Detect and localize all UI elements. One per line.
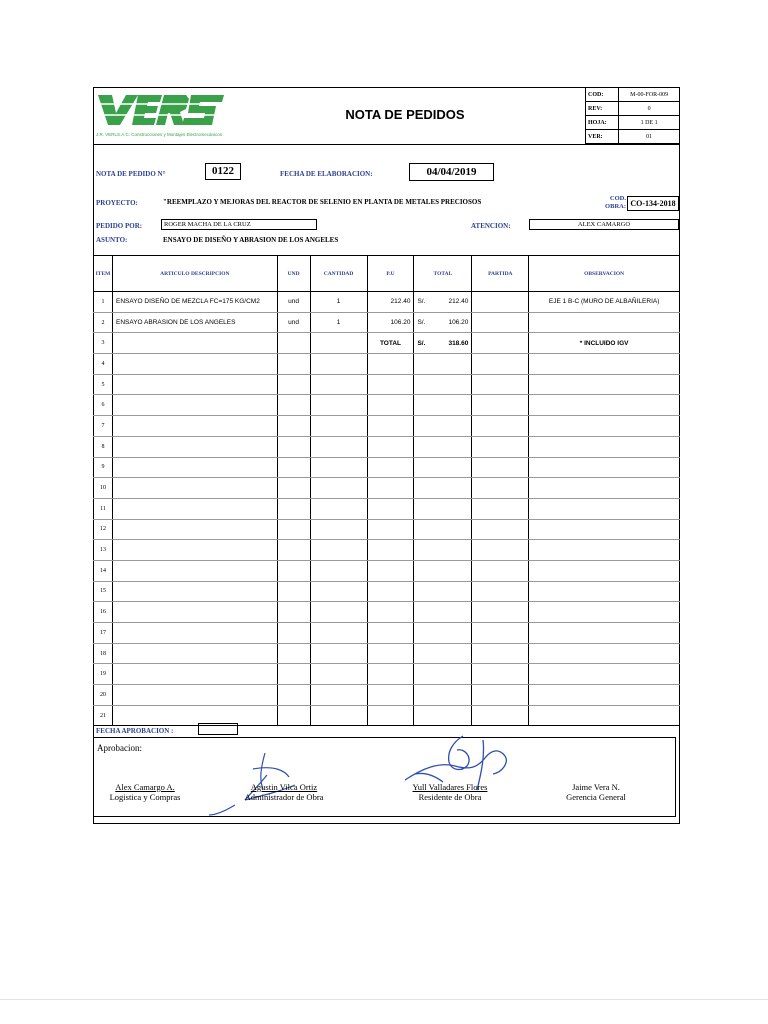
partida-cell [472,519,529,540]
total-cell [414,292,472,313]
cantidad-cell [310,478,367,499]
observacion-cell [529,540,680,561]
partida-cell [472,685,529,706]
observacion-cell [529,457,680,478]
cod-obra-label-line1: COD. [609,195,626,202]
cantidad-cell [310,436,367,457]
table-row [94,374,680,395]
page-bottom-edge [0,999,768,1000]
partida-cell [472,643,529,664]
table-row [94,705,680,726]
und-cell [277,519,310,540]
descripcion-cell [112,685,277,706]
pu-cell [367,354,414,375]
und-cell [277,685,310,706]
observacion-cell [529,395,680,416]
total-cell [414,664,472,685]
approval-box [93,737,676,817]
total-amount: 212.40 [448,298,469,306]
partida-cell [472,374,529,395]
fecha-aprobacion-label: FECHA APROBACION : [96,727,174,735]
observacion-cell [529,374,680,395]
und-cell [277,643,310,664]
partida-cell [472,705,529,726]
item-cell: 8 [94,436,113,457]
descripcion-cell [112,498,277,519]
signatory-block [402,782,498,802]
pedido-por-label: PEDIDO POR: [96,222,143,230]
nota-pedido-number: 0122 [205,163,241,180]
und-cell: und [277,312,310,333]
observacion-cell [529,312,680,333]
item-cell: 18 [94,643,113,664]
total-cell [414,312,472,333]
total-cell [414,478,472,499]
descripcion-cell [112,416,277,437]
partida-cell [472,395,529,416]
descripcion-cell [112,664,277,685]
signatory-role: Residente de Obra [418,792,482,802]
descripcion-cell [112,395,277,416]
col-header-pu: P.U [367,256,414,292]
item-cell: 4 [94,354,113,375]
pu-cell: 106.20 [367,312,414,333]
observacion-cell [529,478,680,499]
observacion-cell [529,643,680,664]
asunto-value: ENSAYO DE DISEÑO Y ABRASION DE LOS ANGELES [163,236,339,244]
observacion-cell [529,519,680,540]
table-row [94,560,680,581]
und-cell [277,436,310,457]
signatory-block [556,782,636,802]
table-row [94,685,680,706]
cantidad-cell [310,643,367,664]
item-cell: 19 [94,664,113,685]
signatory-block [234,782,334,802]
atencion-label: ATENCION: [471,222,511,230]
table-row [94,643,680,664]
col-header-und: UND [277,256,310,292]
und-cell: und [277,292,310,313]
partida-cell [472,623,529,644]
und-cell [277,540,310,561]
col-header-total: TOTAL [414,256,472,292]
table-row [94,312,680,333]
pu-cell [367,498,414,519]
observacion-cell [529,436,680,457]
document-meta-table [585,87,680,144]
cantidad-cell [310,685,367,706]
proyecto-label: PROYECTO: [96,199,138,207]
table-row [94,457,680,478]
pu-cell [367,705,414,726]
proyecto-value: "REEMPLAZO Y MEJORAS DEL REACTOR DE SELENIO EN PLANTA DE METALES PRECIOSOS [163,198,482,206]
item-cell: 20 [94,685,113,706]
item-cell: 13 [94,540,113,561]
descripcion-cell [112,560,277,581]
und-cell [277,664,310,685]
pu-cell [367,623,414,644]
fecha-aprobacion-field [198,723,238,735]
meta-label: REV: [586,102,619,116]
item-cell: 2 [94,312,113,333]
table-row [94,581,680,602]
fecha-elaboracion-value: 04/04/2019 [409,163,494,181]
meta-label: VER: [586,130,619,144]
table-row [94,354,680,375]
pu-cell [367,395,414,416]
item-cell: 16 [94,602,113,623]
signatory-role: Administrador de Obra [244,792,324,802]
observacion-cell: EJE 1 B-C (MURO DE ALBAÑILERIA) [529,292,680,313]
descripcion-cell [112,333,277,354]
cantidad-cell [310,602,367,623]
cod-obra-value: CO-134-2018 [627,196,679,211]
meta-row [586,88,680,102]
cantidad-cell [310,540,367,561]
item-cell: 14 [94,560,113,581]
total-amount: 318.60 [448,339,469,347]
col-header-observacion: OBSERVACION [529,256,680,292]
total-cell [414,374,472,395]
cantidad-cell [310,664,367,685]
meta-row [586,102,680,116]
total-cell [414,623,472,644]
total-cell [414,457,472,478]
descripcion-cell [112,623,277,644]
und-cell [277,705,310,726]
partida-cell [472,478,529,499]
partida-cell [472,540,529,561]
pu-cell [367,519,414,540]
descripcion-cell [112,457,277,478]
table-row [94,395,680,416]
pu-cell [367,416,414,437]
descripcion-cell [112,602,277,623]
table-row [94,664,680,685]
observacion-cell [529,560,680,581]
partida-cell [472,416,529,437]
signatory-name: Yull Valladares Flores [412,782,488,792]
pu-cell [367,643,414,664]
total-cell [414,498,472,519]
table-row [94,519,680,540]
observacion-cell: * INCLUIDO IGV [529,333,680,354]
pu-cell [367,581,414,602]
table-row [94,333,680,354]
cantidad-cell: 1 [310,292,367,313]
pu-cell [367,685,414,706]
pedido-por-value: ROGER MACHA DE LA CRUZ [161,219,317,230]
table-row [94,292,680,313]
total-cell [414,705,472,726]
observacion-cell [529,354,680,375]
partida-cell [472,560,529,581]
descripcion-cell [112,478,277,499]
descripcion-cell [112,643,277,664]
cantidad-cell [310,374,367,395]
table-row [94,623,680,644]
item-cell: 21 [94,705,113,726]
total-cell [414,354,472,375]
aprobacion-label: Aprobacion: [97,743,142,753]
cantidad-cell [310,333,367,354]
partida-cell [472,457,529,478]
und-cell [277,602,310,623]
table-row [94,478,680,499]
table-row [94,540,680,561]
pu-cell [367,540,414,561]
total-cell [414,581,472,602]
meta-label: COD: [586,88,619,102]
descripcion-cell [112,705,277,726]
descripcion-cell [112,374,277,395]
total-cell [414,436,472,457]
cantidad-cell [310,519,367,540]
pu-cell: TOTAL [367,333,414,354]
observacion-cell [529,623,680,644]
item-cell: 6 [94,395,113,416]
total-cell [414,540,472,561]
item-cell: 15 [94,581,113,602]
pu-cell [367,560,414,581]
partida-cell [472,354,529,375]
und-cell [277,395,310,416]
atencion-value: ALEX CAMARGO [529,219,679,230]
logo-subtitle: J.R. VERLS.A.C. Construcciones y Montajes Electromecánicos [96,132,223,137]
logo-graphic [96,93,226,127]
und-cell [277,416,310,437]
meta-value: 01 [619,130,680,144]
meta-value: M-00-FOR-009 [619,88,680,102]
partida-cell [472,312,529,333]
signatory-name: Jaime Vera N. [572,782,620,792]
item-cell: 7 [94,416,113,437]
meta-row [586,130,680,144]
observacion-cell [529,705,680,726]
cantidad-cell [310,623,367,644]
total-cell [414,602,472,623]
partida-cell [472,292,529,313]
cantidad-cell [310,354,367,375]
total-cell [414,643,472,664]
descripcion-cell [112,540,277,561]
company-logo [96,93,226,137]
fecha-elaboracion-label: FECHA DE ELABORACION: [280,170,373,178]
table-row [94,602,680,623]
items-body [94,292,680,726]
pu-cell [367,664,414,685]
meta-label: HOJA: [586,116,619,130]
descripcion-cell [112,519,277,540]
pu-cell: 212.40 [367,292,414,313]
und-cell [277,457,310,478]
total-cell [414,685,472,706]
document-title: NOTA DE PEDIDOS [345,107,465,122]
cantidad-cell [310,395,367,416]
item-cell: 12 [94,519,113,540]
items-header-row [94,256,680,292]
partida-cell [472,664,529,685]
total-cell [414,519,472,540]
items-table [93,255,680,726]
signatory-block [100,782,190,802]
cantidad-cell [310,416,367,437]
cod-obra-label [596,195,626,211]
table-row [94,498,680,519]
descripcion-cell: ENSAYO DISEÑO DE MEZCLA FC=175 KG/CM2 [112,292,277,313]
descripcion-cell [112,354,277,375]
und-cell [277,374,310,395]
total-cell [414,395,472,416]
col-header-descripcion: ARTICULO DESCRIPCION [112,256,277,292]
partida-cell [472,333,529,354]
descripcion-cell [112,581,277,602]
und-cell [277,581,310,602]
und-cell [277,478,310,499]
signatory-role: Gerencia General [566,792,626,802]
signatory-name: Alex Camargo A. [115,782,175,792]
und-cell [277,498,310,519]
und-cell [277,354,310,375]
observacion-cell [529,685,680,706]
currency-symbol: S/. [417,319,426,327]
cantidad-cell [310,457,367,478]
cantidad-cell [310,498,367,519]
currency-symbol: S/. [417,339,426,347]
pu-cell [367,478,414,499]
observacion-cell [529,416,680,437]
table-row [94,416,680,437]
meta-value: 0 [619,102,680,116]
partida-cell [472,436,529,457]
meta-row [586,116,680,130]
signatory-role: Logistica y Compras [109,792,181,802]
item-cell: 17 [94,623,113,644]
total-amount: 106.20 [448,319,469,327]
cantidad-cell [310,581,367,602]
und-cell [277,333,310,354]
item-cell: 3 [94,333,113,354]
col-header-partida: PARTIDA [472,256,529,292]
partida-cell [472,498,529,519]
item-cell: 5 [94,374,113,395]
nota-pedido-label: NOTA DE PEDIDO N° [96,170,166,178]
asunto-label: ASUNTO: [96,236,128,244]
cantidad-cell [310,705,367,726]
cod-obra-label-line2: OBRA: [605,203,626,210]
observacion-cell [529,498,680,519]
observacion-cell [529,581,680,602]
pu-cell [367,436,414,457]
descripcion-cell: ENSAYO ABRASION DE LOS ANGELES [112,312,277,333]
und-cell [277,623,310,644]
pu-cell [367,602,414,623]
item-cell: 10 [94,478,113,499]
total-cell [414,333,472,354]
und-cell [277,560,310,581]
total-cell [414,416,472,437]
total-cell [414,560,472,581]
meta-value: 1 DE 1 [619,116,680,130]
descripcion-cell [112,436,277,457]
observacion-cell [529,664,680,685]
col-header-cantidad: CANTIDAD [310,256,367,292]
col-header-item: ITEM [94,256,113,292]
signatory-name: Agustin Vilca Ortiz [250,782,318,792]
cantidad-cell [310,560,367,581]
observacion-cell [529,602,680,623]
item-cell: 1 [94,292,113,313]
cantidad-cell: 1 [310,312,367,333]
partida-cell [472,602,529,623]
header-divider [93,144,680,145]
table-row [94,436,680,457]
partida-cell [472,581,529,602]
currency-symbol: S/. [417,298,426,306]
pu-cell [367,374,414,395]
item-cell: 11 [94,498,113,519]
item-cell: 9 [94,457,113,478]
pu-cell [367,457,414,478]
